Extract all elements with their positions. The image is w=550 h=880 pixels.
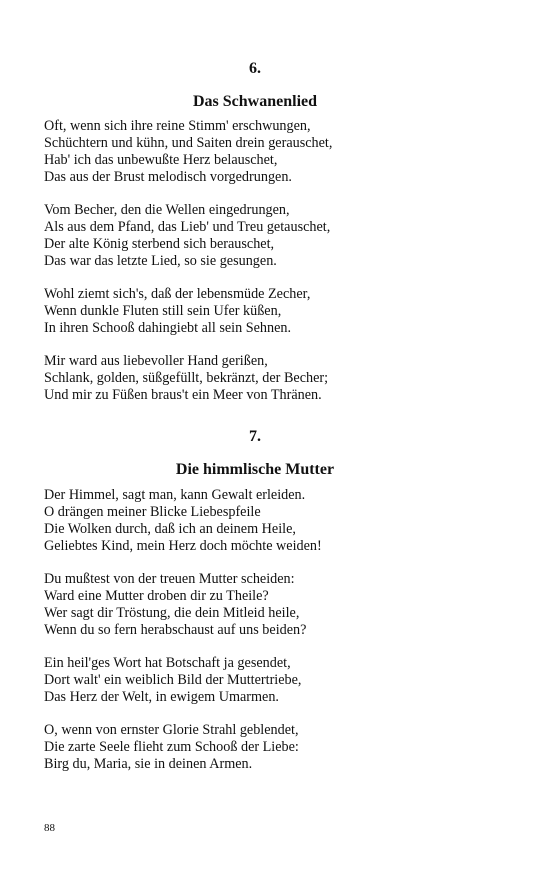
verse-line: Schüchtern und kühn, und Saiten drein gerauschet, [44, 135, 333, 151]
verse-line: Die zarte Seele flieht zum Schooß der Liebe: [44, 739, 299, 755]
verse-line: Als aus dem Pfand, das Lieb' und Treu getauschet, [44, 219, 331, 235]
verse-line: Die Wolken durch, daß ich an deinem Heile, [44, 521, 296, 537]
stanza [44, 118, 514, 186]
verse-line: Der alte König sterbend sich berauschet, [44, 236, 275, 252]
verse-line: Das war das letzte Lied, so sie gesungen. [44, 253, 277, 269]
verse-line: Vom Becher, den die Wellen eingedrungen, [44, 202, 290, 218]
verse-line: Mir ward aus liebevoller Hand gerißen, [44, 353, 268, 369]
verse-line: Das aus der Brust melodisch vorgedrungen. [44, 169, 292, 185]
stanza [44, 487, 514, 555]
verse-line: In ihren Schooß dahingiebt all sein Sehnen. [44, 320, 292, 336]
verse-line: Birg du, Maria, sie in deinen Armen. [44, 756, 253, 772]
poem-title: Das Schwanenlied [192, 93, 318, 110]
verse-line: Das Herz der Welt, in ewigem Umarmen. [44, 689, 279, 705]
verse-line: Ein heil'ges Wort hat Botschaft ja gesendet, [44, 655, 291, 671]
verse-line: Wenn du so fern herabschaust auf uns beiden? [44, 622, 307, 638]
verse-line: Und mir zu Füßen braus't ein Meer von Thränen. [44, 387, 322, 403]
verse-line: Geliebtes Kind, mein Herz doch möchte weiden! [44, 538, 322, 554]
verse-line: Dort walt' ein weiblich Bild der Muttertriebe, [44, 672, 302, 688]
poem-title: Die himmlische Mutter [175, 461, 335, 478]
verse-line: Oft, wenn sich ihre reine Stimm' erschwungen, [44, 118, 311, 134]
verse-line: Wohl ziemt sich's, daß der lebensmüde Zecher, [44, 286, 311, 302]
stanza [44, 353, 514, 404]
stanza [44, 571, 514, 639]
stanza [44, 722, 514, 773]
poem-number: 6. [249, 60, 261, 77]
verse-line: O drängen meiner Blicke Liebespfeile [44, 504, 261, 520]
verse-line: Hab' ich das unbewußte Herz belauschet, [44, 152, 278, 168]
verse-line: Wer sagt dir Tröstung, die dein Mitleid heile, [44, 605, 300, 621]
stanza [44, 655, 514, 706]
stanza [44, 286, 514, 337]
verse-line: Schlank, golden, süßgefüllt, bekränzt, der Becher; [44, 370, 329, 386]
verse-line: Du mußtest von der treuen Mutter scheiden: [44, 571, 295, 587]
verse-line: O, wenn von ernster Glorie Strahl geblendet, [44, 722, 299, 738]
stanza [44, 202, 514, 270]
verse-line: Ward eine Mutter droben dir zu Theile? [44, 588, 269, 604]
page-number: 88 [44, 822, 55, 834]
verse-line: Der Himmel, sagt man, kann Gewalt erleiden. [44, 487, 306, 503]
verse-line: Wenn dunkle Fluten still sein Ufer küßen, [44, 303, 282, 319]
poem-number: 7. [249, 428, 261, 445]
